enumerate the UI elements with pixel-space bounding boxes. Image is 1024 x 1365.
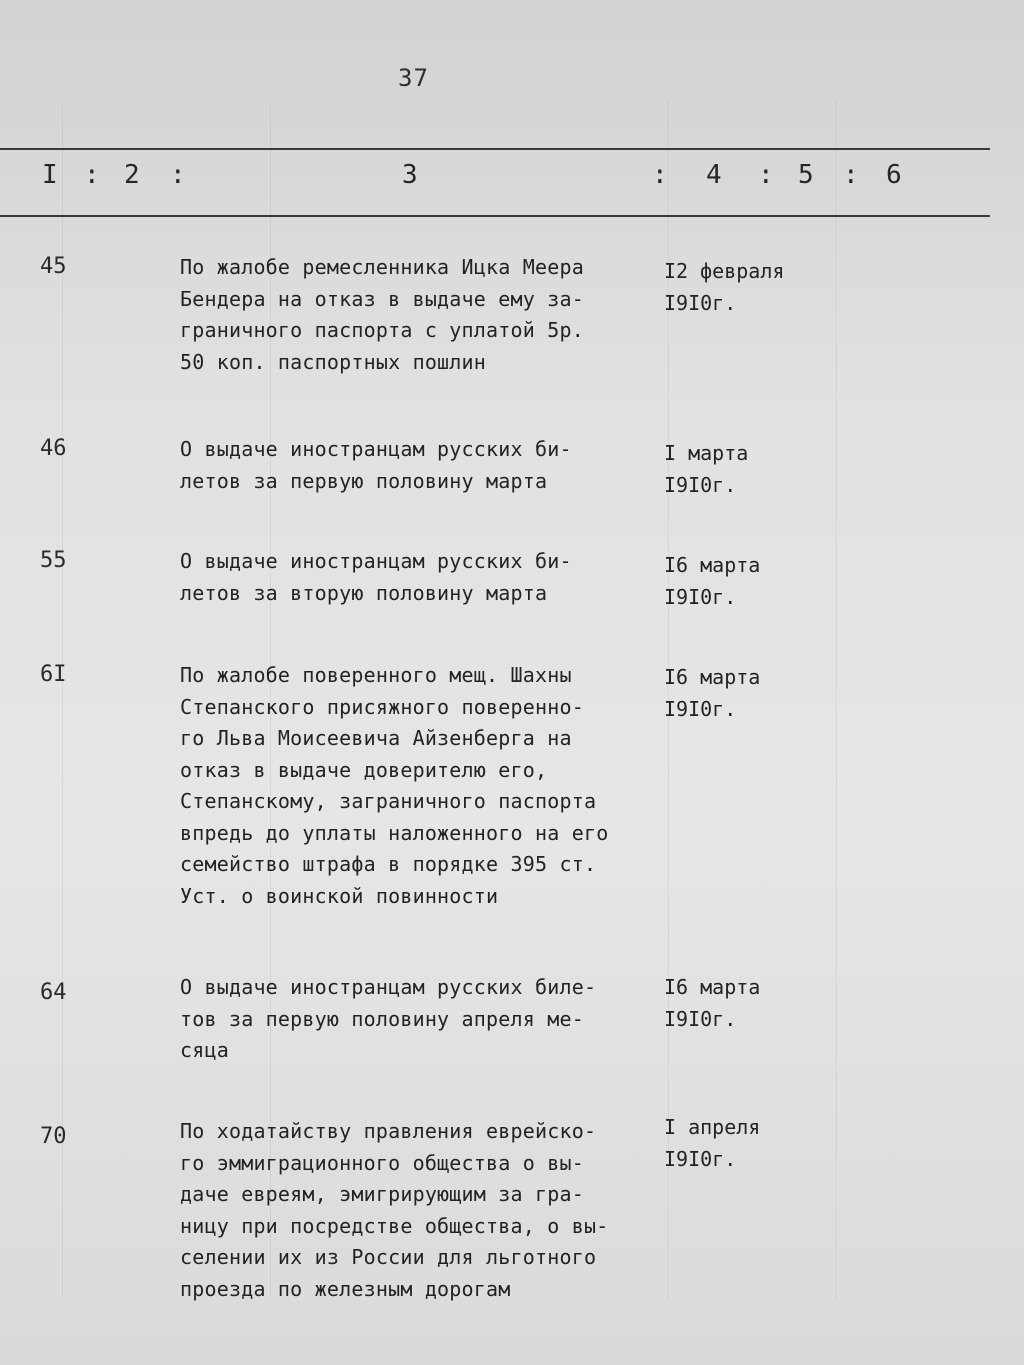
row-description: По жалобе поверенного мещ. Шахны Степанского присяжного поверенно- го Льва Моисеевича Айзенберга на отказ в выдаче доверителю его, Степанскому, заграничного паспорта впредь до уплаты наложенного на его семейство штрафа в порядке 395 ст. Уст. о воинской повинности	[180, 663, 609, 908]
column-header-5: 5	[798, 160, 814, 190]
column-header-4: 4	[706, 160, 722, 190]
row-number: 70	[40, 1124, 67, 1149]
bleed-through-rule	[62, 100, 63, 1300]
row-description: По жалобе ремесленника Ицка Меера Бендера на отказ в выдаче ему за- граничного паспорта с уплатой 5р. 50 коп. паспортных пошлин	[180, 255, 584, 374]
column-separator: :	[758, 160, 774, 190]
row-description: О выдаче иностранцам русских би- летов за вторую половину марта	[180, 549, 572, 605]
row-number: 55	[40, 548, 67, 573]
row-date: I апреля I9I0г.	[664, 1115, 761, 1171]
column-separator: :	[170, 160, 186, 190]
row-date: I2 февраля I9I0г.	[664, 259, 785, 315]
column-separator: :	[843, 160, 859, 190]
row-number: 45	[40, 254, 67, 279]
row-number: 6I	[40, 662, 67, 687]
row-number: 64	[40, 980, 67, 1005]
row-number: 46	[40, 436, 67, 461]
column-header-6: 6	[886, 160, 902, 190]
row-description: О выдаче иностранцам русских би- летов за первую половину марта	[180, 437, 572, 493]
header-top-rule	[0, 148, 990, 150]
row-description: По ходатайству правления еврейско- го эммиграционного общества о вы- даче евреям, эмигрирующим за гра- ницу при посредстве общества, о вы- селении их из России для льготного проезда по железным дорогам	[180, 1119, 609, 1301]
column-header-2: 2	[124, 160, 140, 190]
page-number: 37	[398, 64, 429, 92]
column-separator: :	[84, 160, 100, 190]
bleed-through-rule	[836, 100, 837, 1300]
header-bottom-rule	[0, 215, 990, 217]
row-date: I марта I9I0г.	[664, 441, 749, 497]
row-date: I6 марта I9I0г.	[664, 553, 761, 609]
row-description: О выдаче иностранцам русских биле- тов за первую половину апреля ме- сяца	[180, 975, 597, 1062]
row-date: I6 марта I9I0г.	[664, 665, 761, 721]
column-separator: :	[652, 160, 668, 190]
column-header-3: 3	[402, 160, 418, 190]
column-header-1: I	[42, 160, 58, 190]
row-date: I6 марта I9I0г.	[664, 975, 761, 1031]
